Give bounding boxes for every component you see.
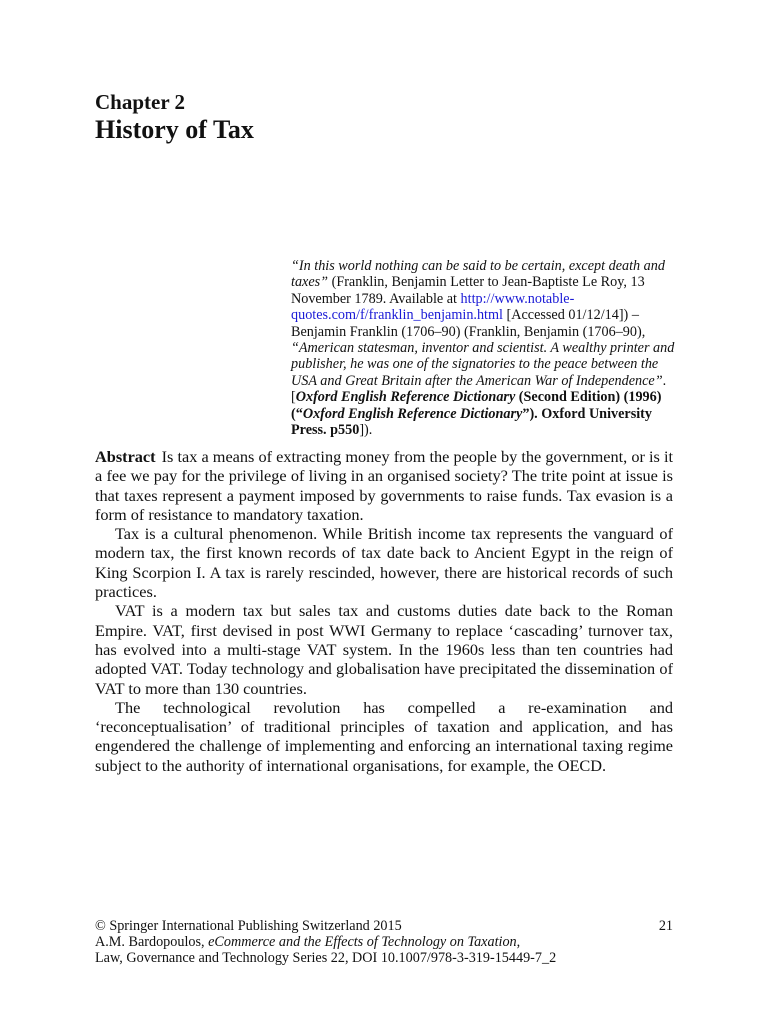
epigraph-ref-title: Oxford English Reference Dictionary <box>295 389 516 406</box>
epigraph <box>291 258 683 438</box>
abstract-keyword: Abstract <box>95 447 156 466</box>
page-footer <box>95 918 673 966</box>
epigraph-source: (Franklin, Benjamin Letter to Jean-Baptiste Le Roy, 13 November 1789. Available at <box>291 274 645 307</box>
abstract-paragraph: The technological revolution has compelled a re-examination and ‘reconceptualisation’ of traditional principles of taxation and application, and has engendered the challenge of implementing and enforcing an international taxing regime subject to the authority of international organisations, for example, the OECD. <box>95 697 673 775</box>
page-number: 21 <box>658 918 673 934</box>
epigraph-ref-edition: (Second Edition) (1996) (“ <box>291 389 662 422</box>
epigraph-description: “American statesman, inventor and scientist. A wealthy printer and publisher, he was one of the signatories to the peace between the USA and Great Britain after the American War of Independence” <box>291 340 675 389</box>
citation-book-title: eCommerce and the Effects of Technology on Taxation <box>208 934 517 950</box>
epigraph-separator: . [ <box>291 372 667 406</box>
abstract-paragraph-text: Is tax a means of extracting money from the people by the government, or is it a fee we pay for the privilege of living in an organised society? The trite point at issue is that taxes represent a payment imposed by governments to raise funds. Tax evasion is a form of resistance to mandatory taxation. <box>95 447 673 524</box>
epigraph-source-continued: [Accessed 01/12/14]) – Benjamin Franklin (1706–90) (Franklin, Benjamin (1706–90), <box>291 307 646 340</box>
chapter-title: History of Tax <box>95 115 254 144</box>
abstract-paragraph: Tax is a cultural phenomenon. While British income tax represents the vanguard of modern tax, the first known records of tax date back to Ancient Egypt in the reign of King Scorpion I. A tax is rarely rescinded, however, there are historical records of such practices. <box>95 524 673 602</box>
epigraph-close: ]). <box>359 422 373 439</box>
epigraph-link[interactable]: http://www.notable-quotes.com/f/franklin_benjamin.html <box>291 290 575 324</box>
abstract-paragraph: VAT is a modern tax but sales tax and customs duties date back to the Roman Empire. VAT, first devised in post WWI Germany to replace ‘cascading’ turnover tax, has evolved into a multi-stage VAT system. In the 1960s less than ten countries had adopted VAT. Today technology and globalisation have precipitated the dissemination of VAT to more than 130 countries. <box>95 601 673 698</box>
chapter-label: Chapter 2 <box>95 90 186 114</box>
citation-comma: , <box>516 934 521 950</box>
citation-line <box>95 934 673 950</box>
citation-author: A.M. Bardopoulos, <box>95 934 209 950</box>
copyright-line: © Springer International Publishing Switzerland 2015 <box>95 918 402 934</box>
abstract <box>95 447 673 775</box>
epigraph-quote: “In this world nothing can be said to be certain, except death and taxes” <box>291 258 665 291</box>
epigraph-ref-title-2: Oxford English Reference Dictionary <box>302 405 523 422</box>
series-line: Law, Governance and Technology Series 22, DOI 10.1007/978-3-319-15449-7_2 <box>95 950 557 966</box>
epigraph-ref-publisher: ”). Oxford University Press. p550 <box>291 405 652 439</box>
abstract-paragraph <box>95 447 673 524</box>
